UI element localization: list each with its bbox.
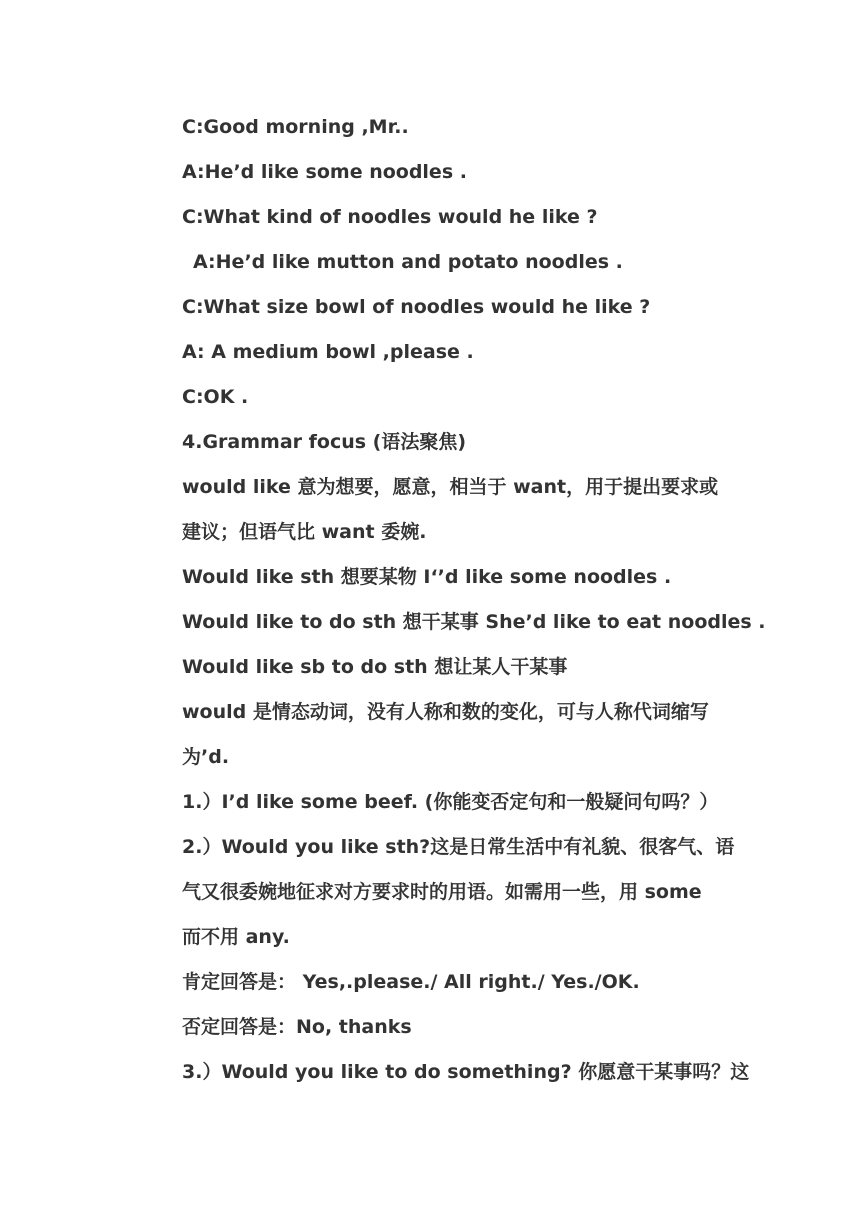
paragraph-line: 气又很委婉地征求对方要求时的用语。如需用一些，用 some: [182, 881, 702, 903]
paragraph-line: would 是情态动词，没有人称和数的变化，可与人称代词缩写: [182, 701, 709, 723]
numbered-point: 1.）I’d like some beef. (你能变否定句和一般疑问句吗？）: [182, 791, 719, 813]
document-body: [182, 105, 766, 1095]
answer-line: 肯定回答是： Yes,.please./ All right./ Yes./OK.: [182, 971, 640, 993]
dialogue-line: C:What kind of noodles would he like ?: [182, 206, 598, 228]
dialogue-line: C:What size bowl of noodles would he like ?: [182, 296, 651, 318]
dialogue-line: A:He’d like some noodles .: [182, 161, 467, 183]
paragraph-line: 而不用 any.: [182, 926, 290, 948]
dialogue-line: C:Good morning ,Mr..: [182, 116, 409, 138]
dialogue-line: C:OK .: [182, 386, 249, 408]
numbered-point: 3.）Would you like to do something? 你愿意干某事吗？这: [182, 1061, 750, 1083]
grammar-usage-line: Would like sth 想要某物 I‘’d like some noodles .: [182, 566, 672, 588]
paragraph-line: would like 意为想要，愿意，相当于 want，用于提出要求或: [182, 476, 719, 498]
grammar-usage-line: Would like sb to do sth 想让某人干某事: [182, 656, 568, 678]
answer-line: 否定回答是：No, thanks: [182, 1016, 412, 1038]
dialogue-line: A: A medium bowl ,please .: [182, 341, 474, 363]
section-heading: 4.Grammar focus (语法聚焦): [182, 431, 467, 453]
grammar-usage-line: Would like to do sth 想干某事 She’d like to eat noodles .: [182, 611, 766, 633]
paragraph-line: 建议；但语气比 want 委婉.: [182, 521, 427, 543]
paragraph-line: 为’d.: [182, 746, 230, 768]
numbered-point: 2.）Would you like sth?这是日常生活中有礼貌、很客气、语: [182, 836, 735, 858]
dialogue-line: A:He’d like mutton and potato noodles .: [193, 251, 623, 273]
